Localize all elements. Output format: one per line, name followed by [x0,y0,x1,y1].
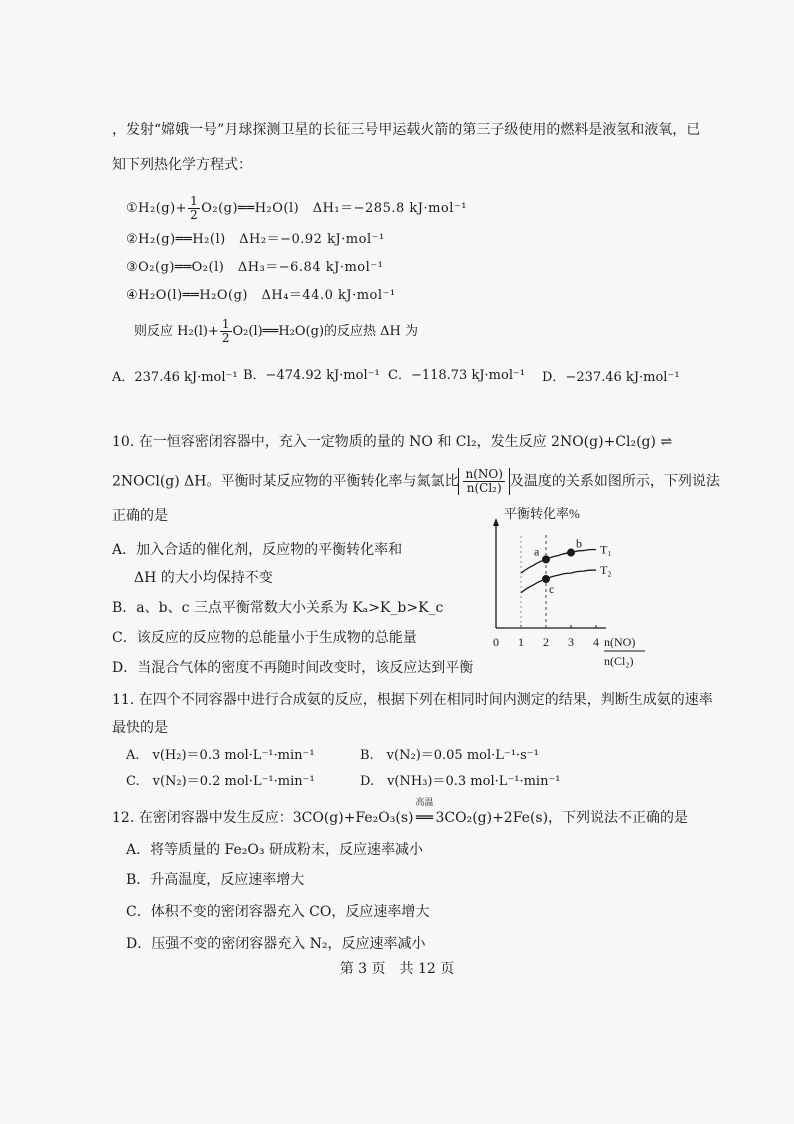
q11-option-d: D. v(NH₃)＝0.3 mol·L⁻¹·min⁻¹ [360,774,561,789]
q9-ask-fraction [220,318,232,345]
q11-option-c: C. v(N₂)＝0.2 mol·L⁻¹·min⁻¹ [126,774,315,789]
fraction-denominator: n(Cl₂) [466,481,502,495]
q10-line2-left: 2NOCl(g) ΔH。平衡时某反应物的平衡转化率与氮氯比 [112,473,459,490]
q10-line2 [112,468,720,495]
q9-equation-3: ③O₂(g)══O₂(l) ΔH₃＝−6.84 kJ·mol⁻¹ [126,260,384,275]
q9-eq1-left: ①H₂(g)+ [126,201,188,216]
chart-y-label: 平衡转化率% [504,506,580,521]
q9-option-b: B．−474.92 kJ·mol⁻¹ [243,368,380,383]
q11-line2: 最快的是 [112,720,168,736]
q9-ask-right: O₂(l)══H₂O(g)的反应热 ΔH 为 [232,324,419,339]
q9-option-c: C．−118.73 kJ·mol⁻¹ [388,368,526,383]
q10-option-d: D．当混合气体的密度不再随时间改变时，该反应达到平衡 [112,660,474,676]
page-footer: 第 3 页 共 12 页 [339,961,455,977]
q11-line1: 11. 在四个不同容器中进行合成氨的反应，根据下列在相同时间内测定的结果，判断生成氨的速率 [112,692,713,708]
fraction-numerator: n(NO) [465,467,503,481]
q10-ratio-fraction [463,468,504,495]
q10-ratio-bracket [458,468,509,495]
chart-series-label: T₂ [600,563,612,578]
chart-x-tick-label: 3 [568,635,574,649]
q9-ask-left: 则反应 H₂(l)+ [134,324,219,339]
q9-eq1-fraction [188,195,200,222]
chart-series-line [521,549,596,573]
chart-point-label: a [534,544,540,559]
q10-option-a-line2: ΔH 的大小均保持不变 [134,570,273,586]
q9-equation-4: ④H₂O(l)══H₂O(g) ΔH₄＝44.0 kJ·mol⁻¹ [126,288,396,303]
q10-option-c: C．该反应的反应物的总能量小于生成物的总能量 [112,630,417,646]
q10-line3: 正确的是 [112,508,168,524]
q11-option-b: B. v(N₂)＝0.05 mol·L⁻¹·s⁻¹ [360,748,539,763]
chart-x-tick-label: 2 [543,635,549,649]
q12-option-b: B．升高温度，反应速率增大 [126,872,305,888]
q10-option-a-line1: A．加入合适的催化剂，反应物的平衡转化率和 [112,542,403,558]
q11-option-a: A. v(H₂)＝0.3 mol·L⁻¹·min⁻¹ [126,748,315,763]
q12-option-c: C．体积不变的密闭容器充入 CO，反应速率增大 [126,904,430,920]
q9-option-d: D．−237.46 kJ·mol⁻¹ [542,370,680,385]
chart-point [542,555,550,563]
chart-point-label: b [576,536,582,551]
chart-point [567,549,575,557]
q9-equation-1 [126,195,467,222]
chart-x-tick-label: 1 [518,635,524,649]
chart-point-label: c [549,582,555,596]
chart-x-label-denominator: n(Cl₂) [604,654,634,668]
q12-line1-right: 3CO₂(g)+2Fe(s)，下列说法不正确的是 [435,810,689,826]
fraction-denominator: 2 [221,331,230,345]
chart-x-label-numerator: n(NO) [604,635,636,649]
q9-intro-line1: ，发射“嫦娥一号”月球探测卫星的长征三号甲运载火箭的第三子级使用的燃料是液氢和液氧，已 [112,122,701,138]
q12-line1-left: 12. 在密闭容器中发生反应：3CO(g)+Fe₂O₃(s) [112,810,414,826]
q10-line2-right: 及温度的关系如图所示，下列说法 [509,473,720,490]
fraction-denominator: 2 [190,208,199,222]
chart-y-arrow [493,518,499,526]
q12-option-a: A．将等质量的 Fe₂O₃ 研成粉末，反应速率减小 [126,842,423,858]
q9-question [134,318,418,345]
q12-line1 [112,798,689,828]
q9-option-a: A．237.46 kJ·mol⁻¹ [112,370,238,385]
q12-option-d: D．压强不变的密闭容器充入 N₂，反应速率减小 [126,936,426,952]
fraction-numerator: 1 [190,194,199,208]
q12-condition: 高温 [415,798,434,808]
q12-reaction-arrow: 高温 ══ [415,798,434,826]
q9-equation-2: ②H₂(g)══H₂(l) ΔH₂＝−0.92 kJ·mol⁻¹ [126,232,385,247]
fraction-numerator: 1 [221,317,230,331]
chart-series-label: T₁ [600,542,612,557]
q10-option-b: B．a、b、c 三点平衡常数大小关系为 Kₐ>K_b>K_c [112,600,444,616]
chart-x-tick-label: 4 [593,635,599,649]
q9-intro-line2: 知下列热化学方程式： [112,157,252,173]
chart-x-tick-label: 0 [493,635,499,649]
chart-series-line [521,570,596,593]
conversion-chart [480,500,670,680]
q9-eq1-right: O₂(g)══H₂O(l) ΔH₁＝−285.8 kJ·mol⁻¹ [201,201,467,216]
q10-line1: 10. 在一恒容密闭容器中，充入一定物质的量的 NO 和 Cl₂，发生反应 2NO(g)+Cl₂(g) ⇌ [112,434,673,450]
